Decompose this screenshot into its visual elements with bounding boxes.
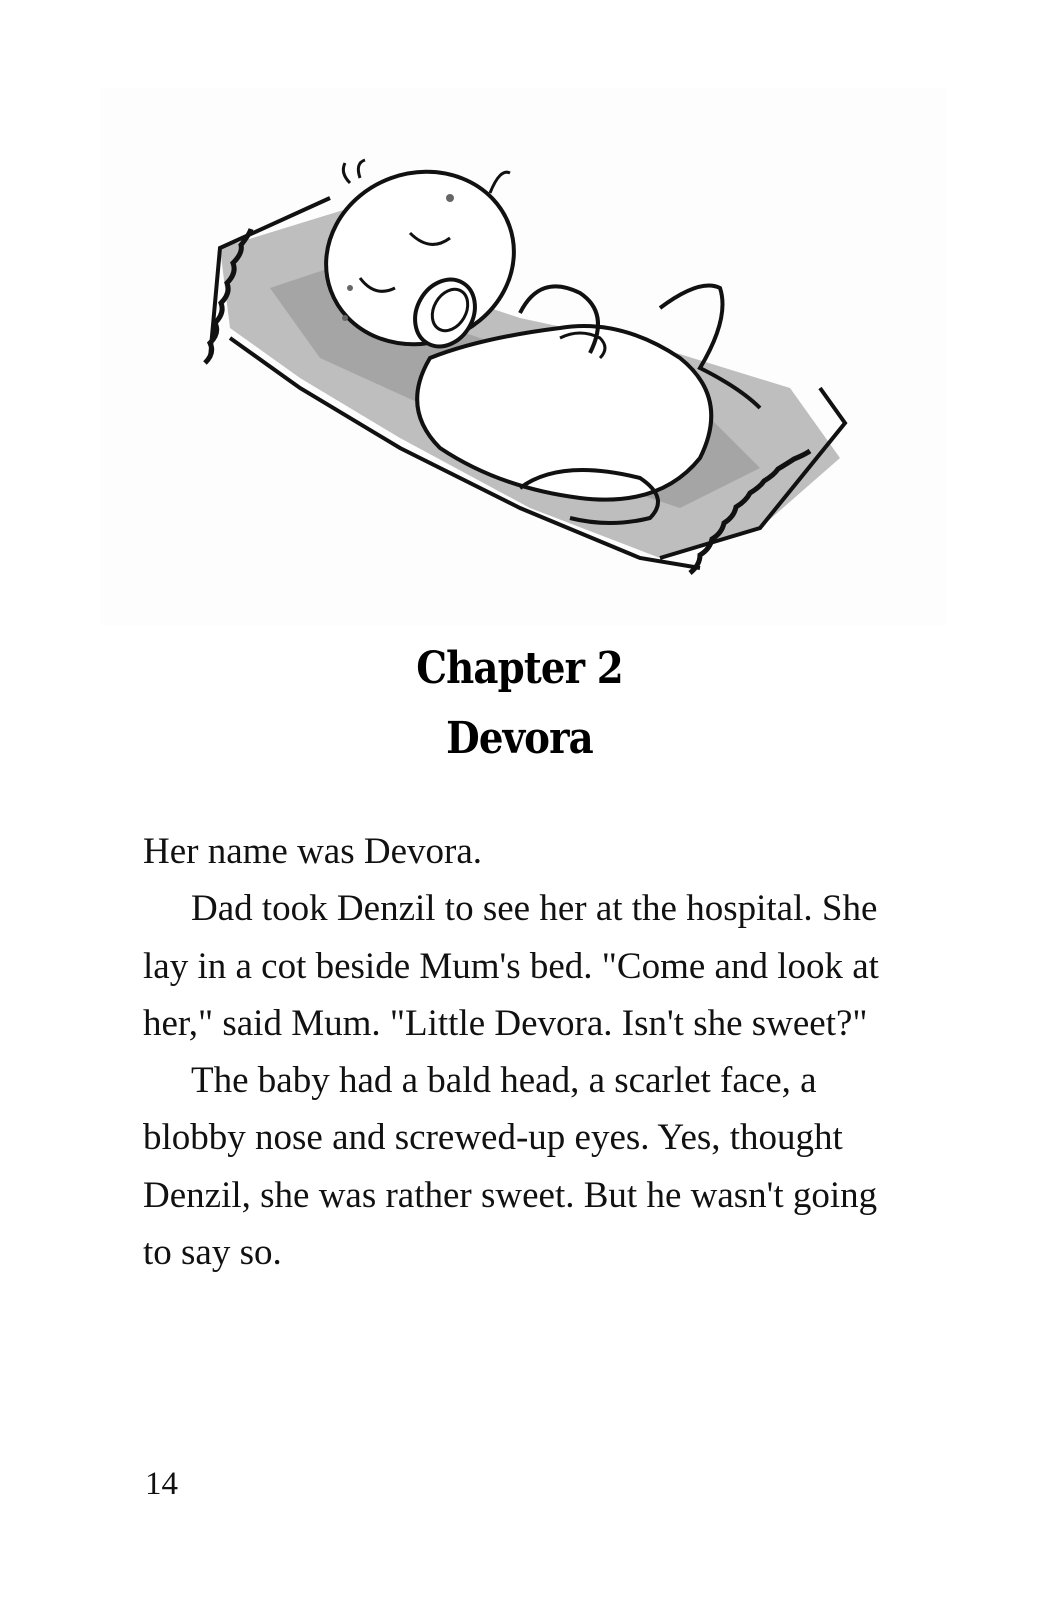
paragraph: Dad took Denzil to see her at the hospital. She lay in a cot beside Mum's bed. "Come and look at her," said Mum. "Little Devora. Isn't she sweet?" <box>143 888 879 1044</box>
chapter-title: Devora <box>446 713 593 764</box>
chapter-body <box>143 823 903 1281</box>
page-number: 14 <box>145 1466 178 1502</box>
chapter-illustration <box>100 88 947 625</box>
paragraph: Her name was Devora. <box>143 831 483 872</box>
baby-illustration-icon <box>100 88 947 625</box>
chapter-number: Chapter 2 <box>416 643 623 694</box>
paragraph: The baby had a bald head, a scarlet face, a blobby nose and screwed-up eyes. Yes, thought Denzil, she was rather sweet. But he wasn't going to say so. <box>143 1060 878 1274</box>
